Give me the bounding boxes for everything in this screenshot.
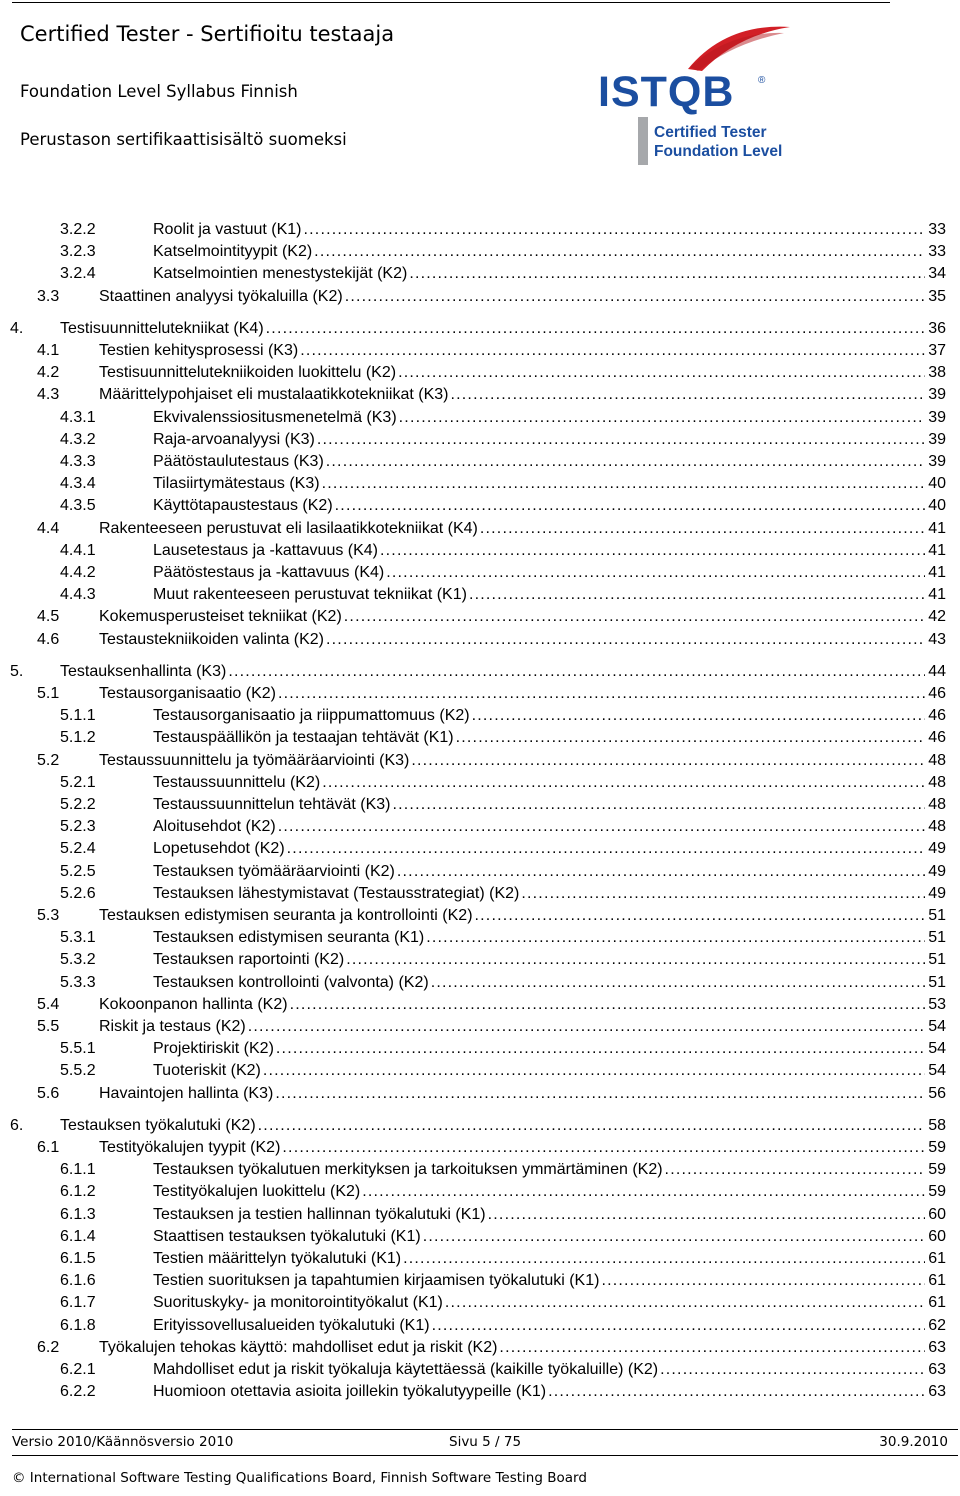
logo-caption — [654, 123, 782, 161]
toc-entry-title: Testauksen edistymisen seuranta ja kontrollointi (K2) — [99, 907, 473, 924]
toc-entry-page: 54 — [925, 1016, 946, 1038]
toc-leader-dots — [665, 1159, 946, 1181]
logo-caption-line1: Certified Tester — [654, 124, 767, 141]
toc-leader-dots — [660, 1359, 946, 1381]
toc-entry[interactable] — [37, 384, 946, 406]
toc-leader-dots — [287, 838, 946, 860]
toc-entry-number: 4.3.1 — [60, 408, 96, 426]
toc-entry-title: Staattisen testauksen työkalutuki (K1) — [153, 1227, 421, 1245]
toc-entry-page: 53 — [925, 994, 946, 1016]
toc-entry-number: 5. — [10, 662, 24, 680]
toc-entry-number: 4.3.4 — [60, 475, 96, 493]
toc-entry-page: 40 — [925, 495, 946, 517]
toc-leader-dots — [488, 1204, 946, 1226]
toc-entry[interactable] — [37, 750, 946, 772]
toc-leader-dots — [521, 883, 946, 905]
toc-entry[interactable] — [60, 883, 946, 905]
toc-entry-title: Testauksen työkalutuki (K2) — [60, 1116, 256, 1134]
toc-leader-dots — [426, 927, 946, 949]
toc-entry-number: 5.3.3 — [60, 973, 96, 991]
toc-entry-page: 56 — [925, 1083, 946, 1105]
toc-entry-title: Erityissovellusalueiden työkalutuki (K1) — [153, 1316, 430, 1334]
toc-leader-dots — [275, 1083, 946, 1105]
footer-page-number: Sivu 5 / 75 — [449, 1434, 522, 1450]
toc-leader-dots — [499, 1337, 946, 1359]
toc-entry-title: Testaussuunnittelu (K2) — [153, 773, 321, 791]
toc-entry-page: 62 — [925, 1315, 946, 1337]
toc-entry-number: 4.4.3 — [60, 586, 96, 604]
toc-entry[interactable] — [60, 772, 946, 794]
toc-entry-number: 6.2.1 — [60, 1361, 96, 1378]
toc-entry-title: Testisuunnittelutekniikoiden luokittelu (K2) — [99, 364, 397, 382]
toc-leader-dots — [344, 606, 946, 628]
toc-entry-page: 34 — [925, 263, 946, 285]
toc-leader-dots — [472, 705, 946, 727]
toc-entry-number: 5.1.1 — [60, 707, 96, 725]
toc-entry[interactable] — [60, 1248, 946, 1270]
toc-entry-page: 63 — [925, 1381, 946, 1403]
toc-entry-title: Havaintojen hallinta (K3) — [99, 1084, 274, 1102]
toc-entry-page: 51 — [925, 905, 946, 927]
toc-entry[interactable] — [60, 263, 946, 285]
header-subtitle-english: Foundation Level Syllabus Finnish — [20, 82, 298, 101]
header-title: Certified Tester - Sertifioitu testaaja — [20, 22, 395, 46]
toc-leader-dots — [399, 407, 946, 429]
toc-entry-page: 60 — [925, 1226, 946, 1248]
toc-entry[interactable] — [60, 972, 946, 994]
toc-entry[interactable] — [60, 1038, 946, 1060]
toc-leader-dots — [258, 1115, 946, 1137]
toc-entry-number: 5.3 — [37, 907, 60, 924]
toc-entry-title: Päätöstaulutestaus (K3) — [153, 453, 324, 470]
toc-entry-page: 54 — [925, 1060, 946, 1082]
toc-entry-title: Testauksen työkalutuen merkityksen ja tarkoituksen ymmärtäminen (K2) — [153, 1161, 663, 1179]
toc-entry-number: 3.2.2 — [60, 221, 96, 238]
toc-entry[interactable] — [60, 816, 946, 838]
footer-version: Versio 2010/Käännösversio 2010 — [12, 1434, 234, 1450]
toc-entry[interactable] — [60, 407, 946, 429]
toc-leader-dots — [431, 972, 946, 994]
toc-entry-page: 49 — [925, 861, 946, 883]
toc-entry[interactable] — [37, 286, 946, 308]
toc-entry-title: Roolit ja vastuut (K1) — [153, 221, 302, 238]
toc-entry-number: 5.2.1 — [60, 773, 96, 791]
toc-entry-number: 4.4 — [37, 519, 60, 537]
toc-entry-page: 49 — [925, 883, 946, 905]
toc-entry-title: Huomioon otettavia asioita joillekin työkalutyypeille (K1) — [153, 1383, 547, 1401]
toc-entry[interactable] — [60, 1315, 946, 1337]
logo-registered-mark: ® — [758, 75, 766, 86]
toc-entry[interactable] — [60, 219, 946, 241]
toc-entry-page: 40 — [925, 473, 946, 495]
toc-leader-dots — [304, 219, 946, 241]
toc-entry-title: Päätöstestaus ja -kattavuus (K4) — [153, 564, 385, 581]
toc-entry[interactable] — [60, 241, 946, 263]
toc-entry-page: 33 — [925, 219, 946, 241]
toc-entry-number: 5.2.4 — [60, 840, 96, 858]
toc-entry-page: 51 — [925, 927, 946, 949]
toc-entry-title: Testien kehitysprosessi (K3) — [99, 342, 299, 359]
toc-leader-dots — [423, 1226, 946, 1248]
toc-entry-number: 5.2.2 — [60, 796, 96, 813]
istqb-logo — [598, 5, 798, 170]
toc-entry[interactable] — [60, 1381, 946, 1403]
toc-entry-number: 6.1.3 — [60, 1205, 96, 1223]
toc-entry-page: 59 — [925, 1159, 946, 1181]
toc-entry[interactable] — [37, 683, 946, 705]
toc-entry[interactable] — [37, 1083, 946, 1105]
toc-entry[interactable] — [60, 1292, 946, 1314]
toc-leader-dots — [335, 495, 946, 517]
toc-entry[interactable] — [37, 340, 946, 362]
toc-leader-dots — [432, 1315, 946, 1337]
toc-entry-page: 41 — [925, 584, 946, 606]
toc-entry-title: Testauksen raportointi (K2) — [153, 951, 345, 969]
toc-entry-page: 46 — [925, 705, 946, 727]
toc-entry[interactable] — [60, 861, 946, 883]
header-subtitle-finnish: Perustason sertifikaattisisältö suomeksi — [20, 130, 347, 149]
toc-entry[interactable] — [10, 318, 946, 340]
toc-entry-number: 6.1.4 — [60, 1227, 96, 1245]
toc-entry-page: 48 — [925, 772, 946, 794]
toc-entry[interactable] — [37, 1137, 946, 1159]
toc-entry-title: Raja-arvoanalyysi (K3) — [153, 430, 315, 448]
toc-entry-page: 61 — [925, 1292, 946, 1314]
toc-entry-number: 6.1.6 — [60, 1272, 96, 1290]
toc-entry[interactable] — [60, 727, 946, 749]
toc-entry[interactable] — [60, 1159, 946, 1181]
toc-entry-number: 6. — [10, 1116, 24, 1134]
toc-entry-page: 35 — [925, 286, 946, 308]
toc-leader-dots — [480, 518, 946, 540]
toc-entry[interactable] — [60, 949, 946, 971]
toc-entry-page: 60 — [925, 1204, 946, 1226]
toc-entry-number: 5.2.6 — [60, 884, 96, 902]
toc-entry-title: Tuoteriskit (K2) — [153, 1062, 261, 1080]
toc-entry-title: Testauspäällikön ja testaajan tehtävät (K1) — [153, 729, 454, 747]
toc-leader-dots — [548, 1381, 946, 1403]
toc-entry[interactable] — [60, 1226, 946, 1248]
toc-entry[interactable] — [60, 584, 946, 606]
toc-entry-title: Riskit ja testaus (K2) — [99, 1018, 246, 1035]
toc-entry-number: 6.2 — [37, 1338, 60, 1356]
toc-leader-dots — [290, 994, 946, 1016]
toc-entry-number: 5.2.5 — [60, 862, 96, 880]
toc-leader-dots — [380, 540, 946, 562]
toc-entry-page: 37 — [925, 340, 946, 362]
toc-entry-title: Työkalujen tehokas käyttö: mahdolliset edut ja riskit (K2) — [99, 1338, 498, 1356]
toc-entry-page: 51 — [925, 972, 946, 994]
toc-leader-dots — [278, 683, 946, 705]
toc-entry-page: 59 — [925, 1181, 946, 1203]
toc-entry-page: 39 — [925, 384, 946, 406]
toc-leader-dots — [445, 1292, 946, 1314]
toc-entry-title: Mahdolliset edut ja riskit työkaluja käytettäessä (kaikille työkaluille) (K2) — [153, 1361, 659, 1378]
toc-leader-dots — [248, 1016, 946, 1038]
toc-entry-title: Suorituskyky- ja monitorointityökalut (K1) — [153, 1294, 443, 1312]
toc-entry[interactable] — [10, 1115, 946, 1137]
toc-entry-page: 44 — [925, 661, 946, 683]
toc-entry[interactable] — [60, 1060, 946, 1082]
toc-leader-dots — [362, 1181, 946, 1203]
toc-entry-title: Staattinen analyysi työkaluilla (K2) — [99, 287, 343, 305]
toc-leader-dots — [326, 451, 946, 473]
toc-entry-number: 4.4.2 — [60, 564, 96, 581]
toc-entry-number: 5.5.2 — [60, 1062, 96, 1080]
toc-entry-number: 6.1.1 — [60, 1161, 96, 1179]
toc-entry-page: 41 — [925, 562, 946, 584]
logo-grey-bar — [638, 117, 648, 165]
footer-date: 30.9.2010 — [879, 1434, 948, 1450]
toc-entry[interactable] — [60, 473, 946, 495]
toc-leader-dots — [228, 661, 946, 683]
toc-entry-number: 6.1.2 — [60, 1183, 96, 1201]
toc-entry-page: 36 — [925, 318, 946, 340]
toc-entry-number: 3.2.3 — [60, 243, 96, 261]
toc-entry-title: Testauksen kontrollointi (valvonta) (K2) — [153, 973, 429, 991]
toc-entry-title: Katselmointityypit (K2) — [153, 243, 313, 261]
toc-leader-dots — [398, 362, 946, 384]
toc-entry[interactable] — [60, 562, 946, 584]
toc-entry[interactable] — [60, 1204, 946, 1226]
toc-leader-dots — [469, 584, 946, 606]
toc-entry-page: 46 — [925, 683, 946, 705]
toc-entry[interactable] — [37, 518, 946, 540]
toc-entry[interactable] — [60, 927, 946, 949]
toc-entry-page: 39 — [925, 429, 946, 451]
toc-leader-dots — [266, 318, 946, 340]
toc-entry-number: 4. — [10, 319, 24, 337]
toc-entry-number: 6.1.8 — [60, 1316, 96, 1334]
toc-leader-dots — [601, 1270, 946, 1292]
toc-entry-page: 63 — [925, 1359, 946, 1381]
footer-bar — [12, 1429, 958, 1455]
toc-entry-title: Tilasiirtymätestaus (K3) — [153, 475, 320, 493]
header-rule — [12, 2, 890, 3]
toc-entry-number: 4.3 — [37, 386, 60, 404]
toc-leader-dots — [322, 473, 946, 495]
toc-entry-title: Testien määrittelyn työkalutuki (K1) — [153, 1250, 402, 1267]
toc-leader-dots — [386, 562, 946, 584]
toc-leader-dots — [300, 340, 946, 362]
toc-entry-title: Aloitusehdot (K2) — [153, 818, 276, 836]
toc-entry-number: 5.5.1 — [60, 1040, 96, 1058]
toc-entry[interactable] — [37, 1337, 946, 1359]
toc-leader-dots — [322, 772, 946, 794]
toc-entry-title: Testauksen ja testien hallinnan työkalutuki (K1) — [153, 1205, 486, 1223]
toc-entry-title: Käyttötapaustestaus (K2) — [153, 497, 333, 515]
toc-entry-number: 4.6 — [37, 630, 60, 648]
logo-caption-line2: Foundation Level — [654, 143, 783, 160]
toc-leader-dots — [409, 263, 946, 285]
toc-entry-number: 5.2 — [37, 751, 60, 769]
toc-entry-title: Testien suorituksen ja tapahtumien kirjaamisen työkalutuki (K1) — [153, 1272, 600, 1290]
toc-entry[interactable] — [60, 429, 946, 451]
toc-entry-number: 5.5 — [37, 1018, 60, 1035]
toc-entry-title: Testaussuunnittelu ja työmääräarviointi (K3) — [99, 751, 410, 769]
toc-leader-dots — [278, 816, 946, 838]
toc-leader-dots — [317, 429, 946, 451]
toc-entry-title: Lausetestaus ja -kattavuus (K4) — [153, 541, 379, 559]
toc-entry-number: 3.2.4 — [60, 265, 96, 283]
toc-entry[interactable] — [37, 629, 946, 651]
toc-entry-page: 46 — [925, 727, 946, 749]
toc-entry-number: 4.1 — [37, 342, 60, 359]
toc-entry[interactable] — [37, 905, 946, 927]
toc-entry-number: 5.3.1 — [60, 929, 96, 947]
toc-entry-title: Testausorganisaatio ja riippumattomuus (K2) — [153, 707, 470, 725]
toc-entry-title: Testisuunnittelutekniikat (K4) — [60, 319, 264, 337]
toc-entry-title: Katselmointien menestystekijät (K2) — [153, 265, 408, 283]
toc-entry-page: 41 — [925, 540, 946, 562]
toc-leader-dots — [392, 794, 946, 816]
toc-entry-page: 39 — [925, 451, 946, 473]
toc-entry[interactable] — [60, 794, 946, 816]
toc-entry-title: Testauksen edistymisen seuranta (K1) — [153, 929, 425, 947]
toc-entry[interactable] — [60, 838, 946, 860]
toc-leader-dots — [475, 905, 946, 927]
toc-entry-title: Testityökalujen tyypit (K2) — [99, 1139, 281, 1156]
toc-entry[interactable] — [60, 495, 946, 517]
toc-leader-dots — [403, 1248, 946, 1270]
toc-entry-page: 43 — [925, 629, 946, 651]
toc-entry-title: Projektiriskit (K2) — [153, 1040, 274, 1058]
toc-leader-dots — [326, 629, 946, 651]
toc-entry[interactable] — [60, 1181, 946, 1203]
logo-wordmark: ISTQB — [598, 68, 735, 116]
toc-entry-title: Kokoonpanon hallinta (K2) — [99, 995, 288, 1013]
toc-leader-dots — [263, 1060, 946, 1082]
toc-entry-page: 33 — [925, 241, 946, 263]
toc-leader-dots — [456, 727, 946, 749]
toc-entry-page: 42 — [925, 606, 946, 628]
toc-entry-title: Testauksenhallinta (K3) — [60, 662, 227, 680]
toc-leader-dots — [450, 384, 946, 406]
toc-entry-number: 3.3 — [37, 287, 60, 305]
toc-entry-title: Kokemusperusteiset tekniikat (K2) — [99, 608, 342, 626]
toc-entry-title: Testauksen työmääräarviointi (K2) — [153, 862, 395, 880]
toc-entry-title: Testausorganisaatio (K2) — [99, 685, 276, 702]
footer-copyright: © International Software Testing Qualifications Board, Finnish Software Testing Board — [12, 1470, 587, 1486]
toc-entry-number: 5.2.3 — [60, 818, 96, 836]
toc-entry-title: Testaustekniikoiden valinta (K2) — [99, 630, 325, 648]
toc-entry-page: 38 — [925, 362, 946, 384]
toc-entry-page: 54 — [925, 1038, 946, 1060]
toc-entry-page: 51 — [925, 949, 946, 971]
toc-entry[interactable] — [10, 661, 946, 683]
toc-entry-title: Ekvivalenssiositusmenetelmä (K3) — [153, 408, 397, 426]
toc-entry-title: Muut rakenteeseen perustuvat tekniikat (K1) — [153, 586, 467, 604]
toc-entry[interactable] — [60, 1359, 946, 1381]
toc-entry-page: 59 — [925, 1137, 946, 1159]
toc-entry[interactable] — [60, 705, 946, 727]
toc-entry-number: 6.2.2 — [60, 1383, 96, 1401]
toc-leader-dots — [346, 949, 946, 971]
toc-entry[interactable] — [37, 606, 946, 628]
toc-entry[interactable] — [37, 1016, 946, 1038]
toc-entry-page: 49 — [925, 838, 946, 860]
toc-entry-page: 63 — [925, 1337, 946, 1359]
toc-entry-number: 5.4 — [37, 995, 60, 1013]
toc-leader-dots — [397, 861, 946, 883]
toc-entry-title: Lopetusehdot (K2) — [153, 840, 285, 858]
toc-entry-number: 5.1 — [37, 685, 60, 702]
toc-entry-title: Määrittelypohjaiset eli mustalaatikkotekniikat (K3) — [99, 386, 449, 404]
toc-entry-page: 41 — [925, 518, 946, 540]
toc-entry-page: 61 — [925, 1248, 946, 1270]
toc-entry-number: 5.3.2 — [60, 951, 96, 969]
toc-entry-page: 39 — [925, 407, 946, 429]
toc-entry-page: 48 — [925, 750, 946, 772]
toc-leader-dots — [411, 750, 946, 772]
toc-entry-number: 4.2 — [37, 364, 60, 382]
toc-leader-dots — [276, 1038, 946, 1060]
toc-entry[interactable] — [60, 1270, 946, 1292]
toc-entry-title: Rakenteeseen perustuvat eli lasilaatikkotekniikat (K4) — [99, 519, 478, 537]
toc-entry-number: 4.5 — [37, 608, 60, 626]
toc-entry-number: 5.6 — [37, 1084, 60, 1102]
toc-entry-number: 4.3.2 — [60, 430, 96, 448]
toc-entry[interactable] — [60, 540, 946, 562]
toc-entry-number: 4.4.1 — [60, 541, 96, 559]
toc-entry-number: 6.1 — [37, 1139, 60, 1156]
toc-entry-number: 6.1.7 — [60, 1294, 96, 1312]
toc-entry-number: 4.3.3 — [60, 453, 96, 470]
toc-entry-page: 61 — [925, 1270, 946, 1292]
toc-entry-page: 58 — [925, 1115, 946, 1137]
footer-rule-bottom — [12, 1455, 958, 1456]
toc-entry-page: 48 — [925, 794, 946, 816]
toc-entry-title: Testaussuunnittelun tehtävät (K3) — [153, 796, 391, 813]
toc-entry[interactable] — [37, 994, 946, 1016]
toc-entry-number: 4.3.5 — [60, 497, 96, 515]
toc-entry-title: Testauksen lähestymistavat (Testausstrategiat) (K2) — [153, 884, 520, 902]
toc-entry-title: Testityökalujen luokittelu (K2) — [153, 1183, 361, 1201]
toc-entry-number: 5.1.2 — [60, 729, 96, 747]
toc-leader-dots — [314, 241, 946, 263]
toc-entry-page: 48 — [925, 816, 946, 838]
toc-leader-dots — [282, 1137, 946, 1159]
toc-leader-dots — [345, 286, 946, 308]
toc-entry[interactable] — [60, 451, 946, 473]
toc-entry[interactable] — [37, 362, 946, 384]
toc-entry-number: 6.1.5 — [60, 1250, 96, 1267]
